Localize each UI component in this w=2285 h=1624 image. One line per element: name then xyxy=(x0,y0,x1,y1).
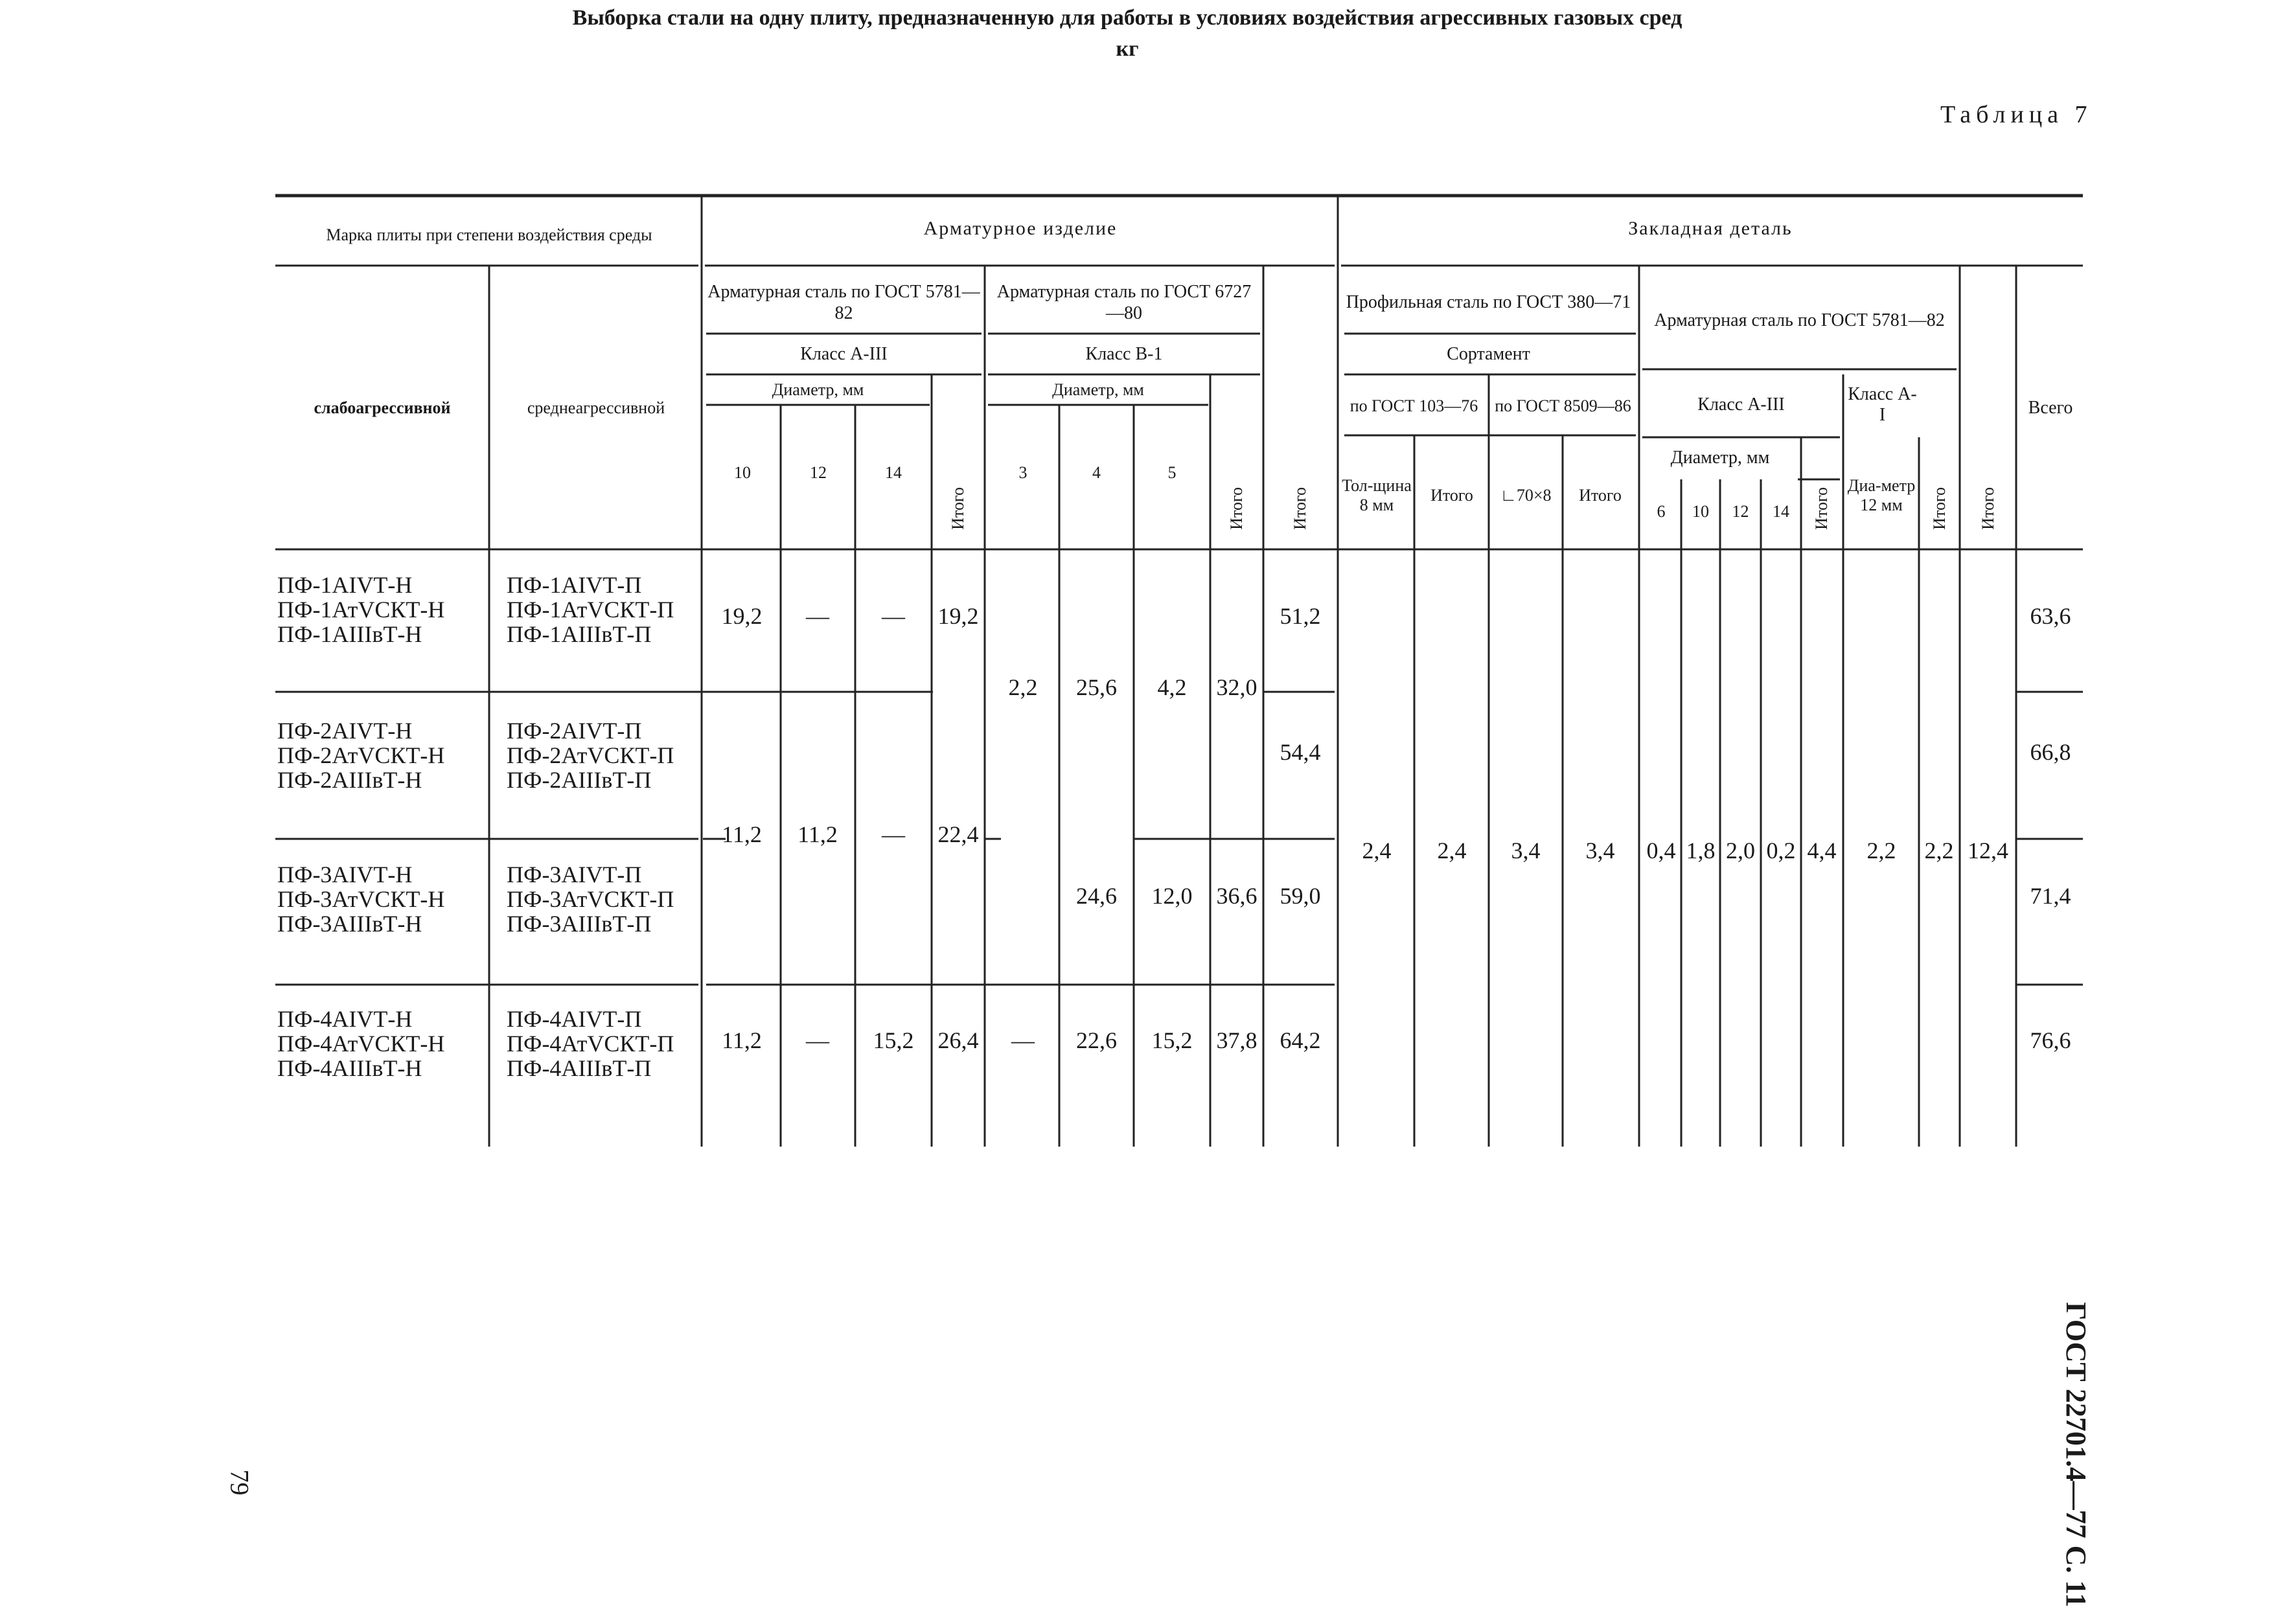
e6-header: 6 xyxy=(1657,502,1666,521)
title-line-2: кг xyxy=(1116,37,1139,61)
row2-weak-marks: ПФ-2АIVТ-Н ПФ-2АтVСКТ-Н ПФ-2АIIIвТ-Н xyxy=(277,718,445,793)
dia12-header: Диа-метр 12 мм xyxy=(1847,476,1916,514)
angle-total-header: Итого xyxy=(1579,486,1622,505)
m-b-total: 32,0 xyxy=(1216,674,1257,700)
m-a1-total: 2,2 xyxy=(1924,838,1954,863)
m-e6: 0,4 xyxy=(1646,838,1676,863)
d3-header: 3 xyxy=(1018,463,1028,483)
diameter-ed-header: Диаметр, мм xyxy=(1670,448,1770,468)
row3-medium-marks: ПФ-3АIVТ-П ПФ-3АтVСКТ-П ПФ-3АIIIвТ-П xyxy=(507,862,674,937)
item-total-header: Итого xyxy=(1291,487,1310,530)
r3-b5: 12,0 xyxy=(1151,883,1193,909)
m-e14: 0,2 xyxy=(1766,838,1796,863)
r1-item-total: 51,2 xyxy=(1280,603,1321,629)
r3-item-total: 59,0 xyxy=(1280,883,1321,909)
m-a-total: 22,4 xyxy=(937,821,979,847)
r1-a10: 19,2 xyxy=(721,603,763,629)
diameter-b-header: Диаметр, мм xyxy=(1052,380,1144,400)
m-b5: 4,2 xyxy=(1157,674,1187,700)
class-a3-header: Класс А-III xyxy=(800,343,888,364)
m-b3: 2,2 xyxy=(1008,674,1038,700)
m-plate: 2,4 xyxy=(1362,838,1392,863)
m-e-total: 4,4 xyxy=(1807,838,1837,863)
e12-header: 12 xyxy=(1732,502,1749,521)
m-a1: 2,2 xyxy=(1866,838,1896,863)
ed-total-header: Итого xyxy=(1979,487,1998,530)
row4-weak-marks: ПФ-4АIVТ-Н ПФ-4АтVСКТ-Н ПФ-4АIIIвТ-Н xyxy=(277,1006,445,1081)
a1-total-header: Итого xyxy=(1930,487,1949,530)
r1-a-total: 19,2 xyxy=(937,603,979,629)
r2-item-total: 54,4 xyxy=(1280,739,1321,765)
steel-5781-header: Арматурная сталь по ГОСТ 5781—82 xyxy=(707,282,980,323)
thickness-header: Тол-щина 8 мм xyxy=(1342,476,1412,514)
armature-item-header: Арматурное изделие xyxy=(923,217,1118,239)
e14-header: 14 xyxy=(1773,502,1789,521)
angle-header: ∟70×8 xyxy=(1500,486,1552,505)
m-plate-total: 2,4 xyxy=(1437,838,1467,863)
row1-weak-marks: ПФ-1АIVТ-Н ПФ-1АтVСКТ-Н ПФ-1АIIIвТ-Н xyxy=(277,572,445,647)
r4-a10: 11,2 xyxy=(722,1027,762,1053)
grand-total-header: Всего xyxy=(2028,397,2073,418)
title-line-1: Выборка стали на одну плиту, предназначенную для работы в условиях воздействия агрессивных газовых сред xyxy=(572,6,1682,30)
r4-b-total: 37,8 xyxy=(1216,1027,1257,1053)
m-angle-total: 3,4 xyxy=(1585,838,1615,863)
plate-total-header: Итого xyxy=(1430,486,1473,505)
row3-weak-marks: ПФ-3АIVТ-Н ПФ-3АтVСКТ-Н ПФ-3АIIIвТ-Н xyxy=(277,862,445,937)
r1-grand-total: 63,6 xyxy=(2030,603,2071,629)
m-angle: 3,4 xyxy=(1511,838,1541,863)
table-caption: Таблица 7 xyxy=(1940,101,2093,128)
r3-b4: 24,6 xyxy=(1076,883,1117,909)
m-e12: 2,0 xyxy=(1726,838,1755,863)
gost-103-header: по ГОСТ 103—76 xyxy=(1349,396,1478,416)
e-total-header: Итого xyxy=(1812,487,1831,530)
r4-a14: 15,2 xyxy=(873,1027,914,1053)
b-total-header: Итого xyxy=(1227,487,1246,530)
gost-8509-header: по ГОСТ 8509—86 xyxy=(1495,396,1631,416)
row4-medium-marks: ПФ-4АIVТ-П ПФ-4АтVСКТ-П ПФ-4АIIIвТ-П xyxy=(507,1006,674,1081)
diameter-a-header: Диаметр, мм xyxy=(772,380,864,400)
standard-code: ГОСТ 22701.4—77 С. 11 xyxy=(2060,1302,2092,1608)
m-a14: — xyxy=(882,821,905,847)
r4-a12: — xyxy=(806,1027,829,1053)
m-ed-total: 12,4 xyxy=(1968,838,2008,863)
row2-medium-marks: ПФ-2АIVТ-П ПФ-2АтVСКТ-П ПФ-2АIIIвТ-П xyxy=(507,718,674,793)
d10-header: 10 xyxy=(734,463,751,483)
d12-header: 12 xyxy=(810,463,827,483)
r3-b-total: 36,6 xyxy=(1216,883,1257,909)
r4-b5: 15,2 xyxy=(1151,1027,1193,1053)
m-e10: 1,8 xyxy=(1686,838,1716,863)
d5-header: 5 xyxy=(1167,463,1177,483)
assortment-header: Сортамент xyxy=(1447,343,1530,364)
class-a3-ed-header: Класс А-III xyxy=(1697,394,1785,415)
page-number: 79 xyxy=(225,1469,255,1496)
r1-a12: — xyxy=(806,603,829,629)
class-a1-header: Класс А-I xyxy=(1848,383,1917,425)
steel-6727-header: Арматурная сталь по ГОСТ 6727—80 xyxy=(996,282,1252,323)
d14-header: 14 xyxy=(885,463,902,483)
r4-b3: — xyxy=(1011,1027,1035,1053)
embedded-part-header: Закладная деталь xyxy=(1628,217,1793,239)
r1-a14: — xyxy=(882,603,905,629)
row1-medium-marks: ПФ-1АIVТ-П ПФ-1АтVСКТ-П ПФ-1АIIIвТ-П xyxy=(507,572,674,647)
r4-b4: 22,6 xyxy=(1076,1027,1117,1053)
r2-grand-total: 66,8 xyxy=(2030,739,2071,765)
e10-header: 10 xyxy=(1692,502,1709,521)
m-a12: 11,2 xyxy=(798,821,838,847)
a-total-header: Итого xyxy=(948,487,968,530)
r4-grand-total: 76,6 xyxy=(2030,1027,2071,1053)
profile-steel-header: Профильная сталь по ГОСТ 380—71 xyxy=(1346,292,1631,313)
steel-5781-ed-header: Арматурная сталь по ГОСТ 5781—82 xyxy=(1654,310,1945,330)
r4-a-total: 26,4 xyxy=(937,1027,979,1053)
r3-grand-total: 71,4 xyxy=(2030,883,2071,909)
class-b1-header: Класс В-1 xyxy=(1085,343,1163,364)
weak-header: слабоагрессивной xyxy=(314,398,451,418)
medium-header: среднеагрессивной xyxy=(527,398,665,418)
r4-item-total: 64,2 xyxy=(1280,1027,1321,1053)
m-b4: 25,6 xyxy=(1076,674,1117,700)
d4-header: 4 xyxy=(1092,463,1101,483)
m-a10: 11,2 xyxy=(722,821,762,847)
mark-group-header: Марка плиты при степени воздействия среды xyxy=(326,225,652,245)
